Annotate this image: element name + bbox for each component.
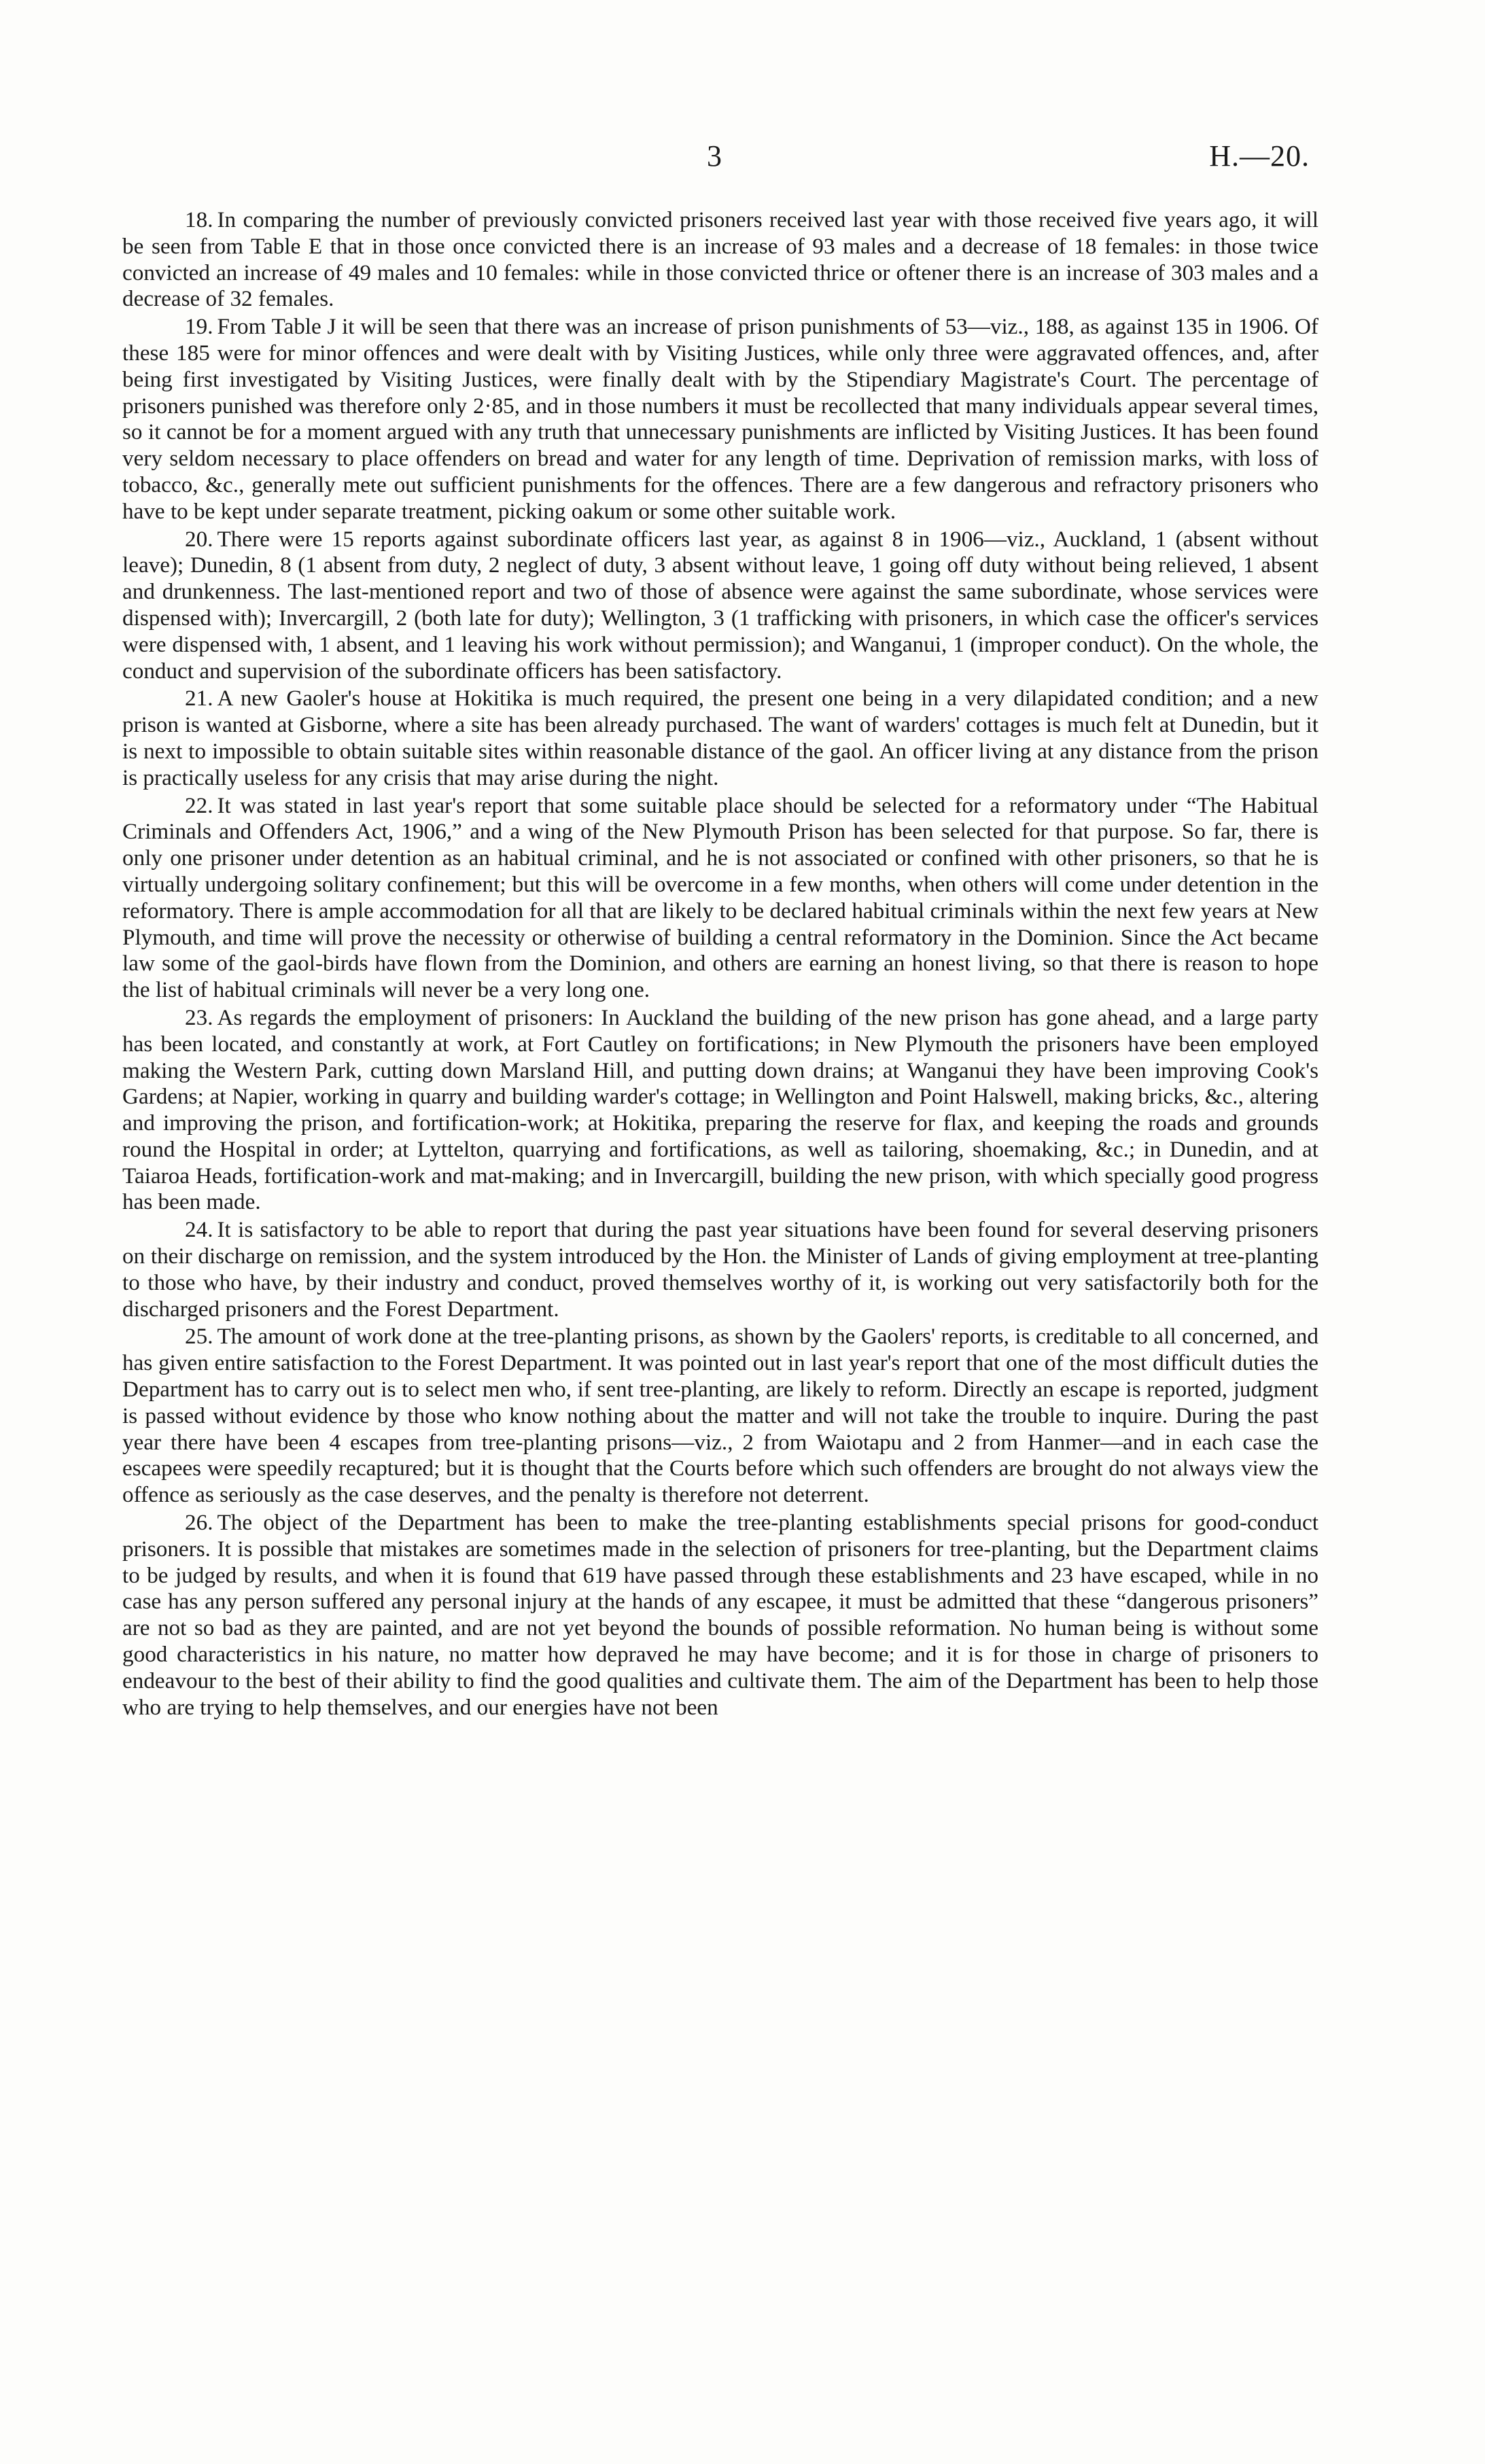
paragraph-25 bbox=[122, 1324, 1318, 1509]
paragraph-24 bbox=[122, 1217, 1318, 1322]
paragraph-number: 20. bbox=[185, 526, 213, 552]
paragraph-number: 22. bbox=[185, 792, 213, 818]
body-text bbox=[122, 207, 1318, 1722]
paragraph-number: 18. bbox=[185, 207, 213, 232]
paragraph-text: The object of the Department has been to make the tree-planting establishments special prisons for good-conduct prisoners. It is possible that mistakes are sometimes made in the selection of prisoners for tree-planting, but the Department claims to be judged by results, and when it is found that 619 have passed through these establishments and 23 have escaped, while in no case has any person suffered any personal injury at the hands of any escapee, it must be admitted that these “dangerous prisoners” are not so bad as they are painted, and are not yet beyond the bounds of possible reformation. No human being is without some good characteristics in his nature, no matter how depraved he may have become; and it is for those in charge of prisoners to endeavour to the best of their ability to find the good qualities and cultivate them. The aim of the Department has been to help those who are trying to help themselves, and our energies have not been bbox=[122, 1510, 1318, 1720]
paragraph-number: 21. bbox=[185, 686, 213, 711]
paragraph-text: From Table J it will be seen that there was an increase of prison punishments of 53—viz., 188, as against 135 in 1906. Of these 185 were for minor offences and were dealt with by Visiting Justices, while only three were aggravated offences, and, after being first investigated by Visiting Justices, were finally dealt with by the Stipendiary Magistrate's Court. The percentage of prisoners punished was therefore only 2·85, and in those numbers it must be recollected that many individuals appear several times, so it cannot be for a moment argued with any truth that unnecessary punishments are inflicted by Visiting Justices. It has been found very seldom necessary to place offenders on bread and water for any length of time. Deprivation of remission marks, with loss of tobacco, &c., generally mete out sufficient punishments for the offences. There are a few dangerous and refractory prisoners who have to be kept under separate treatment, picking oakum or some other suitable work. bbox=[122, 314, 1318, 524]
paragraph-20 bbox=[122, 527, 1318, 685]
paragraph-number: 24. bbox=[185, 1217, 213, 1243]
paragraph-19 bbox=[122, 314, 1318, 525]
document-reference: H.—20. bbox=[1209, 139, 1310, 173]
paragraph-number: 23. bbox=[185, 1004, 213, 1030]
page-number: 3 bbox=[707, 139, 722, 173]
paragraph-text: A new Gaoler's house at Hokitika is much required, the present one being in a very dilapidated condition; and a new prison is wanted at Gisborne, where a site has been already purchased. The want of warders' cottages is much felt at Dunedin, but it is next to impossible to obtain suitable sites within reasonable distance of the gaol. An officer living at any distance from the prison is practically useless for any crisis that may arise during the night. bbox=[122, 686, 1318, 790]
paragraph-text: The amount of work done at the tree-planting prisons, as shown by the Gaolers' reports, is creditable to all concerned, and has given entire satisfaction to the Forest Department. It was pointed out in last year's report that one of the most difficult duties the Department has to carry out is to select men who, if sent tree-planting, are likely to reform. Directly an escape is reported, judgment is passed without evidence by those who know nothing about the matter and will not take the trouble to inquire. During the past year there have been 4 escapes from tree-planting prisons—viz., 2 from Waiotapu and 2 from Hanmer—and in each case the escapees were speedily recaptured; but it is thought that the Courts before which such offenders are brought do not always view the offence as seriously as the case deserves, and the penalty is therefore not deterrent. bbox=[122, 1324, 1318, 1508]
paragraph-number: 19. bbox=[185, 314, 213, 340]
paragraph-26 bbox=[122, 1510, 1318, 1721]
paragraph-number: 25. bbox=[185, 1324, 213, 1350]
paragraph-text: As regards the employment of prisoners: In Auckland the building of the new prison has gone ahead, and a large party has been located, and constantly at work, at Fort Cautley on fortifications; in New Plymouth the prisoners have been employed making the Western Park, cutting down Marsland Hill, and putting down drains; at Wanganui they have been improving Cook's Gardens; at Napier, working in quarry and building warder's cottage; in Wellington and Point Halswell, making bricks, &c., altering and improving the prison, and fortification-work; at Hokitika, preparing the reserve for flax, and keeping the roads and grounds round the Hospital in order; at Lyttelton, quarrying and fortifications, as well as tailoring, shoemaking, &c.; in Dunedin, and at Taiaroa Heads, fortification-work and mat-making; and in Invercargill, building the new prison, with which specially good progress has been made. bbox=[122, 1004, 1318, 1215]
paragraph-text: In comparing the number of previously convicted prisoners received last year with those received five years ago, it will be seen from Table E that in those once convicted there is an increase of 93 males and a decrease of 18 females: in those twice convicted an increase of 49 males and 10 females: while in those convicted thrice or oftener there is an increase of 303 males and a decrease of 32 females. bbox=[122, 207, 1318, 312]
paragraph-text: It was stated in last year's report that some suitable place should be selected for a reformatory under “The Habitual Criminals and Offenders Act, 1906,” and a wing of the New Plymouth Prison has been selected for that purpose. So far, there is only one prisoner under detention as an habitual criminal, and he is not associated or confined with other prisoners, so that he is virtually undergoing solitary confinement; but this will be overcome in a few months, when others will come under detention in the reformatory. There is ample accommodation for all that are likely to be declared habitual criminals within the next few years at New Plymouth, and time will prove the necessity or otherwise of building a central reformatory in the Dominion. Since the Act became law some of the gaol-birds have flown from the Dominion, and others are earning an honest living, so that there is reason to hope the list of habitual criminals will never be a very long one. bbox=[122, 792, 1318, 1003]
paragraph-18 bbox=[122, 207, 1318, 313]
paragraph-21 bbox=[122, 686, 1318, 791]
paragraph-text: There were 15 reports against subordinate officers last year, as against 8 in 1906—viz., Auckland, 1 (absent without leave); Dunedin, 8 (1 absent from duty, 2 neglect of duty, 3 absent without leave, 1 going off duty without being relieved, 1 absent and drunkenness. The last-mentioned report and two of those of absence were against the same subordinate, whose services were dispensed with); Invercargill, 2 (both late for duty); Wellington, 3 (1 trafficking with prisoners, in which case the officer's services were dispensed with, 1 absent, and 1 leaving his work without permission); and Wanganui, 1 (improper conduct). On the whole, the conduct and supervision of the subordinate officers has been satisfactory. bbox=[122, 526, 1318, 684]
paragraph-text: It is satisfactory to be able to report that during the past year situations have been found for several deserving prisoners on their discharge on remission, and the system introduced by the Hon. the Minister of Lands of giving employment at tree-planting to those who have, by their industry and conduct, proved themselves worthy of it, is working out very satisfactorily both for the discharged prisoners and the Forest Department. bbox=[122, 1217, 1318, 1322]
paragraph-23 bbox=[122, 1005, 1318, 1216]
page-header bbox=[0, 136, 1485, 177]
paragraph-number: 26. bbox=[185, 1510, 213, 1536]
paragraph-22 bbox=[122, 793, 1318, 1004]
